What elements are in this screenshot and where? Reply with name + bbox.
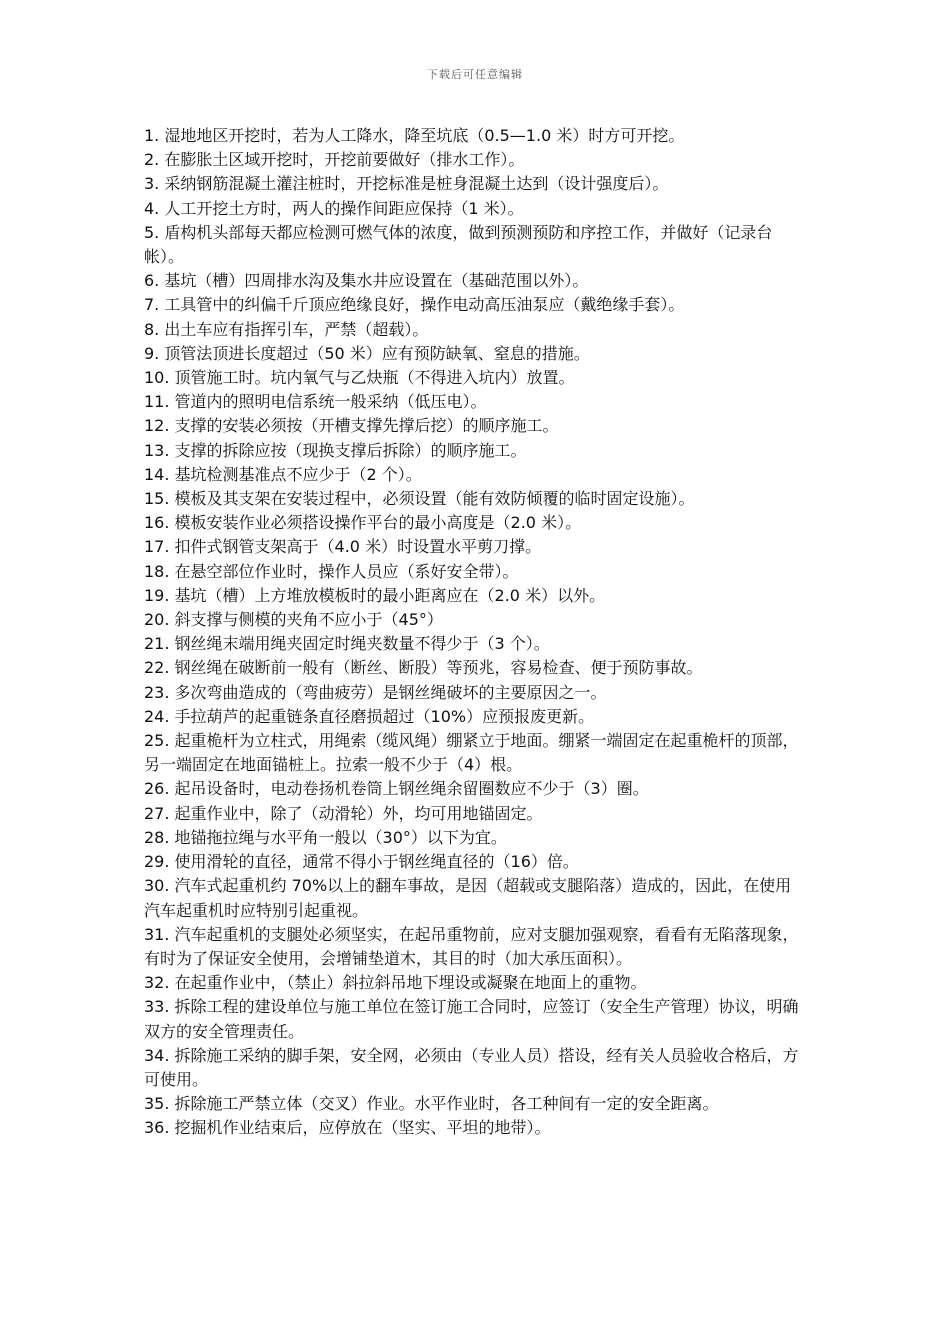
list-item: 25. 起重桅杆为立柱式，用绳索（缆风绳）绷紧立于地面。绷紧一端固定在起重桅杆的顶部，另一端固定在地面锚桩上。拉索一般不少于（4）根。 <box>144 731 799 775</box>
list-item: 23. 多次弯曲造成的（弯曲疲劳）是钢丝绳破坏的主要原因之一。 <box>144 682 607 702</box>
list-item: 6. 基坑（槽）四周排水沟及集水井应设置在（基础范围以外）。 <box>144 271 589 291</box>
list-item: 2. 在膨胀土区域开挖时，开挖前要做好（排水工作）。 <box>144 150 525 170</box>
list-item: 22. 钢丝绳在破断前一般有（断丝、断股）等预兆，容易检查、便于预防事故。 <box>144 658 703 678</box>
list-item: 29. 使用滑轮的直径，通常不得小于钢丝绳直径的（16）倍。 <box>144 852 579 872</box>
list-item: 10. 顶管施工时。坑内氧气与乙炔瓶（不得进入坑内）放置。 <box>144 368 575 388</box>
list-item: 27. 起重作业中，除了（动滑轮）外，均可用地锚固定。 <box>144 803 543 823</box>
list-item: 34. 拆除施工采纳的脚手架，安全网，必须由（专业人员）搭设，经有关人员验收合格后，方可使用。 <box>144 1045 799 1089</box>
list-item: 31. 汽车起重机的支腿处必须坚实，在起吊重物前，应对支腿加强观察，看看有无陷落现象，有时为了保证安全使用，会增铺垫道木，其目的时（加大承压面积）。 <box>144 924 799 968</box>
list-item: 33. 拆除工程的建设单位与施工单位在签订施工合同时，应签订（安全生产管理）协议，明确双方的安全管理责任。 <box>144 997 799 1041</box>
list-item: 24. 手拉葫芦的起重链条直径磨损超过（10%）应预报废更新。 <box>144 706 595 726</box>
list-item: 11. 管道内的照明电信系统一般采纳（低压电）。 <box>144 392 487 412</box>
list-item: 8. 出土车应有指挥引车，严禁（超载）。 <box>144 319 429 339</box>
list-item: 26. 起吊设备时，电动卷扬机卷筒上钢丝绳余留圈数应不少于（3）圈。 <box>144 779 649 799</box>
list-item: 7. 工具管中的纠偏千斤顶应绝缘良好，操作电动高压油泵应（戴绝缘手套）。 <box>144 295 685 315</box>
list-item: 18. 在悬空部位作业时，操作人员应（系好安全带）。 <box>144 561 519 581</box>
list-item: 20. 斜支撑与侧模的夹角不应小于（45°） <box>144 610 443 630</box>
list-item: 35. 拆除施工严禁立体（交叉）作业。水平作业时，各工种间有一定的安全距离。 <box>144 1094 719 1114</box>
list-item: 9. 顶管法顶进长度超过（50 米）应有预防缺氧、窒息的措施。 <box>144 343 590 363</box>
list-item: 5. 盾构机头部每天都应检测可燃气体的浓度，做到预测预防和序控工作，并做好（记录台帐）。 <box>144 222 773 267</box>
list-item: 15. 模板及其支架在安装过程中，必须设置（能有效防倾覆的临时固定设施）。 <box>144 489 695 509</box>
list-item: 16. 模板安装作业必须搭设操作平台的最小高度是（2.0 米）。 <box>144 513 582 533</box>
page-header: 下载后可任意编辑 <box>427 68 523 81</box>
list-item: 4. 人工开挖土方时，两人的操作间距应保持（1 米）。 <box>144 198 524 218</box>
list-item: 3. 采纳钢筋混凝土灌注桩时，开挖标准是桩身混凝土达到（设计强度后）。 <box>144 174 669 194</box>
list-item: 19. 基坑（槽）上方堆放模板时的最小距离应在（2.0 米）以外。 <box>144 585 606 605</box>
list-item: 30. 汽车式起重机约 70%以上的翻车事故，是因（超载或支腿陷落）造成的，因此，在使用汽车起重机时应特别引起重视。 <box>144 876 792 920</box>
list-item: 21. 钢丝绳末端用绳夹固定时绳夹数量不得少于（3 个）。 <box>144 634 550 654</box>
list-item: 13. 支撑的拆除应按（现换支撑后拆除）的顺序施工。 <box>144 440 527 460</box>
list-item: 12. 支撑的安装必须按（开槽支撑先撑后挖）的顺序施工。 <box>144 416 559 436</box>
question-list <box>144 124 806 1141</box>
list-item: 28. 地锚拖拉绳与水平角一般以（30°）以下为宜。 <box>144 827 507 847</box>
list-item: 32. 在起重作业中，（禁止）斜拉斜吊地下埋设或凝聚在地面上的重物。 <box>144 973 647 993</box>
list-item: 17. 扣件式钢管支架高于（4.0 米）时设置水平剪刀撑。 <box>144 537 542 557</box>
list-item: 14. 基坑检测基准点不应少于（2 个）。 <box>144 464 422 484</box>
list-item: 36. 挖掘机作业结束后，应停放在（坚实、平坦的地带）。 <box>144 1118 551 1138</box>
list-item: 1. 湿地地区开挖时，若为人工降水，降至坑底（0.5—1.0 米）时方可开挖。 <box>144 126 685 145</box>
